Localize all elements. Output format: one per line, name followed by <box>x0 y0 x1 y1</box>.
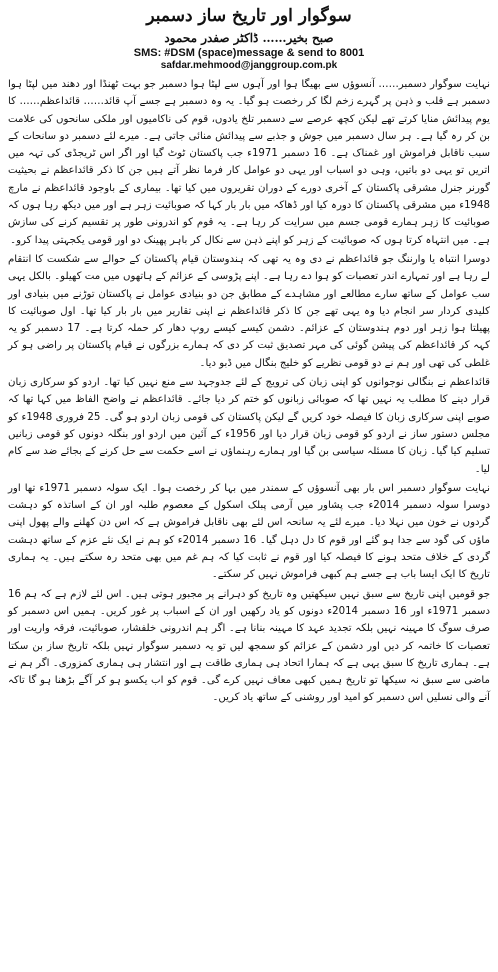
author-byline: صبح بخیر…… ڈاکٹر صفدر محمود <box>164 31 334 45</box>
paragraph: نہایت سوگوار دسمبر اس بار بھی آنسوؤں کے سمندر میں بہا کر رخصت ہوا۔ ایک سولہ دسمبر 1971ء تھا اور دوسرا سولہ دسمبر 2014ء جب پشاور میں آرمی پبلک اسکول کے معصوم طلبہ اور ان کے اساتذہ کو دہشت گردوں نے خون میں نہلا دیا۔ میرے لئے یہ سانحہ اس لئے بھی ناقابل فراموش ہے کہ اس دن کھلنے والے پھول اپنی ماؤں کی گود سے جدا ہو گئے اور قوم کا دل دہل گیا۔ 16 دسمبر 2014ء کو ہم نے ایک نئے عزم کے ساتھ دہشت گردی کے خلاف متحد ہونے کا فیصلہ کیا اور قوم نے ثابت کیا کہ ہم غم میں بھی متحد رہ سکتے ہیں۔ یہ ہماری تاریخ کا ایک ایسا باب ہے جسے ہم کبھی فراموش نہیں کر سکتے۔ <box>8 482 490 581</box>
author-email: safdar.mehmood@janggroup.com.pk <box>160 60 338 71</box>
paragraph: جو قومیں اپنی تاریخ سے سبق نہیں سیکھتیں وہ تاریخ کو دہرانے پر مجبور ہوتی ہیں۔ اس لئے لازم ہے کہ ہم 16 دسمبر 1971ء اور 16 دسمبر 2014ء دونوں کو یاد رکھیں اور ان کے اسباب پر غور کریں۔ ہمیں اس دسمبر کو صرف سوگ کا مہینہ نہیں بلکہ تجدید عہد کا مہینہ بنانا ہے۔ اگر ہم اندرونی خلفشار، صوبائیت، فرقہ واریت اور تعصبات کا خاتمہ کر دیں اور دشمن کے عزائم کو سمجھ لیں تو یہ دسمبر سوگوار نہیں بلکہ تاریخ ساز بن سکتا ہے۔ ہماری تاریخ کا سبق یہی ہے کہ ہمارا اتحاد ہی ہماری طاقت ہے اور انتشار ہی ہماری کمزوری۔ اگر ہم نے ماضی سے سبق نہ سیکھا تو تاریخ ہمیں کبھی معاف نہیں کرے گی۔ قوم کو اب یکسو ہو کر آگے بڑھنا ہو گا تاکہ آنے والی نسلیں اس دسمبر کو امید اور روشنی کے ساتھ یاد کریں۔ <box>8 588 490 704</box>
sms-instructions: SMS: #DSM (space)message & send to 8001 <box>133 47 365 59</box>
paragraph: نہایت سوگوار دسمبر…… آنسوؤں سے بھیگا ہوا اور آہوں سے لپٹا ہوا دسمبر جو بہت ٹھنڈا اور دھند میں لپٹا ہوا دسمبر ہے قلب و ذہن پر گہرے زخم لگا کر رخصت ہو گیا۔ یہ وہ دسمبر ہے جسے آپ قائد…… قائداعظم…… کا یوم پیدائش منایا کرتے تھے لیکن کچھ عرصے سے دسمبر تلخ یادوں، قوم کی ناکامیوں اور ملکی سانحوں کی علامت بن کر رہ گیا ہے۔ ہر سال دسمبر میں جوش و جذبے سے پیدائش منائی جاتی ہے۔ میرے لئے دسمبر دو سانحات کے سبب ناقابل فراموش اور غمناک ہے۔ 16 دسمبر 1971ء جب پاکستان ٹوٹ گیا اور اگر اس ٹریجڈی کی تہہ میں اتریں تو یہی دو باتیں، وہی دو اسباب اور یہی دو عوامل کار فرما نظر آتے ہیں جن کا ذکر قائداعظم نے بحیثیت گورنر جنرل مشرقی پاکستان کے آخری دورے کے دوران تقریروں میں کیا تھا۔ بیماری کے باوجود قائداعظم نے مارچ 1948ء میں مشرقی پاکستان کا دورہ کیا اور ڈھاکہ میں بار بار کہا کہ صوبائیت زہر ہے اور میں دیکھ رہا ہوں کہ صوبائیت کا زہر ہمارے قومی جسم میں سرایت کر رہا ہے۔ یہ قوم کو اندرونی طور پر تقسیم کرنے کی سازش ہے۔ میں انتہاہ کرتا ہوں کہ صوبائیت کے زہر کو اپنے ذہن سے نکال کر باہر پھینک دو اور قومی یکجہتی پیدا کرو۔ <box>8 79 491 246</box>
article-title: سوگوار اور تاریخ ساز دسمبر <box>146 6 352 26</box>
paragraph: دوسرا انتباہ یا وارننگ جو قائداعظم نے دی وہ یہ تھی کہ ہندوستان قیام پاکستان کے حوالے سے شکست کا انتقام لے رہا ہے اور تمہارے اندر تعصبات کو ہوا دے رہا ہے۔ اپنے پڑوسی کے عزائم کے ہاتھوں میں مت کھیلو۔ بالکل یہی سب عوامل کے ساتھ سارے مطالعے اور مشاہدے کے مطابق جن دو بنیادی عوامل نے پاکستان توڑنے میں بنیادی اور کلیدی کردار سر انجام دیا وہ یہی تھے جن کا ذکر قائداعظم نے اپنی تقاریر میں بار بار کیا تھا۔ اول صوبائیت کا پھیلتا ہوا زہر اور دوم ہندوستان کے عزائم۔ دشمن کیسے کیسے روپ دھار کر حملہ کرتا ہے۔ 17 دسمبر کو یہ کہہ کر قائداعظم کی پیشن گوئی کی مہر تصدیق ثبت کر دی کہ ہمارے بزرگوں نے قیام پاکستان پر راضی ہو کر غلطی کی تھی اور ہم نے دو قومی نظریے کو خلیج بنگال میں ڈبو دیا۔ <box>8 253 490 369</box>
paragraph: قائداعظم نے بنگالی نوجوانوں کو اپنی زبان کی ترویج کے لئے جدوجہد سے منع نہیں کیا تھا۔ اردو کو سرکاری زبان قرار دینے کا مطلب یہ نہیں تھا کہ صوبائی زبانوں کو ختم کر دیا جائے۔ قائداعظم نے واضح الفاظ میں کہا تھا کہ صوبے اپنی سرکاری زبان کا فیصلہ خود کریں گے لیکن پاکستان کی قومی زبان اردو ہو گی۔ 25 فروری 1948ء کو مجلس دستور ساز نے اردو کو قومی زبان قرار دیا اور 1956ء کے آئین میں اردو اور بنگلہ دونوں کو قومی زبانیں تسلیم کیا گیا۔ زبان کا مسئلہ سیاسی بن گیا اور ہمارے رہنماؤں نے اسے حکمت سے حل کرنے کے بجائے ضد سے کام لیا۔ <box>8 377 491 475</box>
column-header <box>8 4 490 72</box>
article-body <box>8 76 490 707</box>
